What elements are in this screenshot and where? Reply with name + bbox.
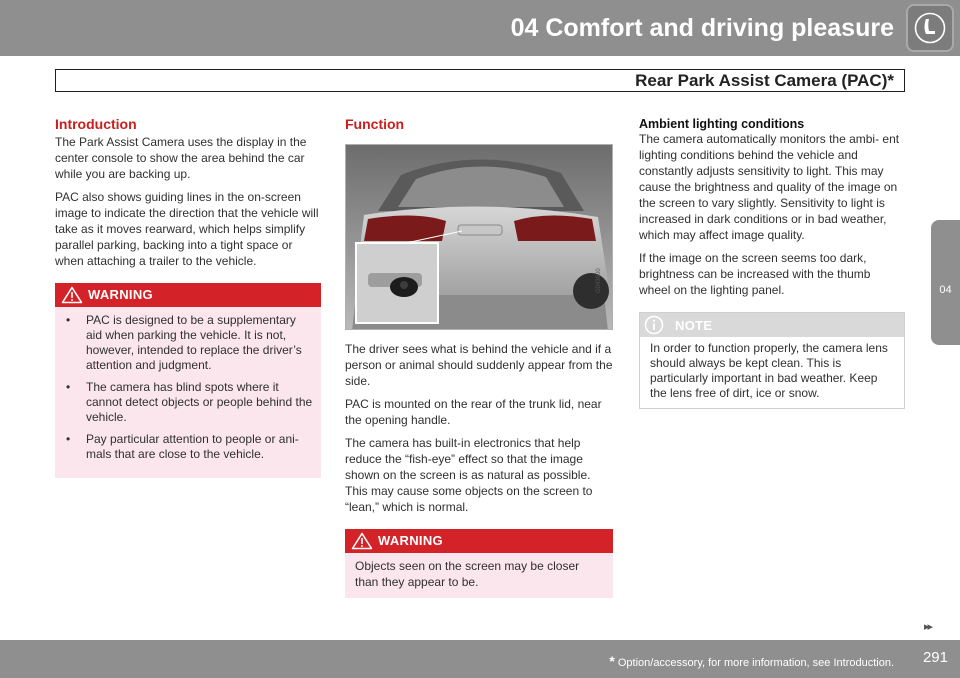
warning-box (345, 529, 613, 598)
warning-header (345, 529, 613, 553)
figure-code: G043600 (596, 268, 602, 293)
column-function (345, 116, 613, 604)
function-heading: Function (345, 116, 405, 132)
warning-header (55, 283, 321, 307)
ambient-lighting-heading: Ambient lighting conditions (639, 117, 805, 131)
footer-note-text: Option/accessory, for more information, see Introduction. (614, 657, 894, 669)
note-text: In order to function properly, the camera lens should always be kept clean. This is particularly important in bad weather. Keep the lens free of dirt, ice or snow. (650, 341, 888, 400)
seat-icon (906, 4, 954, 52)
footer-note (609, 653, 894, 669)
function-paragraph: PAC is mounted on the rear of the trunk lid, near the opening handle. (345, 397, 602, 427)
footer-star: * (609, 653, 615, 669)
chapter-title: 04 Comfort and driving pleasure (510, 14, 894, 42)
warning-body (345, 553, 613, 598)
ambient-paragraph: If the image on the screen seems too dark, brightness can be increased with the thumb wheel on the lighting panel. (639, 251, 871, 297)
list-item: • Pay particular attention to people or ani- mals that are close to the vehicle. (66, 432, 299, 461)
function-paragraph: The camera has built-in electronics that help reduce the “fish-eye” effect so that the image shown on the screen is as natural as possible. This may cause some objects on the screen to “lean,” which is normal. (345, 436, 593, 514)
introduction-heading: Introduction (55, 116, 137, 132)
list-item: • PAC is designed to be a supplementary aid when parking the vehicle. It is not, however, intended to replace the driver’s attention and judgment. (66, 313, 302, 372)
page-number: 291 (922, 649, 948, 666)
column-introduction (55, 116, 321, 484)
warning-triangle-icon (351, 532, 373, 550)
section-title: Rear Park Assist Camera (PAC)* (635, 71, 894, 90)
warning-label: WARNING (378, 533, 443, 548)
column-ambient-lighting (639, 116, 905, 409)
intro-paragraph: PAC also shows guiding lines in the on-screen image to indicate the direction that the vehicle will take as it moves rearward, which helps simplify parallel parking, backing into a tight space or when attaching a trailer to the vehicle. (55, 190, 319, 268)
header-bar (0, 0, 960, 56)
warning-box (55, 283, 321, 478)
note-header (640, 313, 904, 337)
warning-item-text: Pay particular attention to people or ani- mals that are close to the vehicle. (86, 432, 299, 461)
note-label: NOTE (675, 318, 713, 333)
function-paragraph: The driver sees what is behind the vehicle and if a person or animal should suddenly appear from the side. (345, 342, 613, 388)
footer-bar (0, 640, 960, 678)
info-icon (644, 315, 664, 335)
note-box (639, 312, 905, 409)
car-rear-illustration (346, 145, 613, 330)
warning-item-text: The camera has blind spots where it cannot detect objects or people behind the vehicle. (86, 380, 313, 424)
warning-text: Objects seen on the screen may be closer than they appear to be. (355, 559, 580, 589)
intro-paragraph: The Park Assist Camera uses the display in the center console to show the area behind the car while you are backing up. (55, 135, 307, 181)
warning-list (55, 307, 321, 478)
list-item: • The camera has blind spots where it cannot detect objects or people behind the vehicle. (66, 380, 313, 424)
ambient-paragraph: The camera automatically monitors the ambi- ent lighting conditions behind the vehicle and constantly adjusts sensitivity to light. This may cause the brightness and quality of the image on the screen to vary slightly. Sensitivity to light is increased in dark conditions or in bad weather, which may affect image quality. (639, 132, 900, 242)
chapter-side-tab[interactable] (931, 220, 960, 345)
section-title-box (55, 69, 905, 92)
note-body (640, 337, 904, 408)
car-rear-camera-figure (345, 144, 613, 330)
warning-label: WARNING (88, 287, 153, 302)
side-tab-label: 04 (939, 284, 952, 296)
warning-item-text: PAC is designed to be a supplementary aid when parking the vehicle. It is not, however, intended to replace the driver’s attention and judgment. (86, 313, 302, 372)
warning-triangle-icon (61, 286, 83, 304)
continue-arrow-icon: ▸▸ (924, 621, 932, 633)
